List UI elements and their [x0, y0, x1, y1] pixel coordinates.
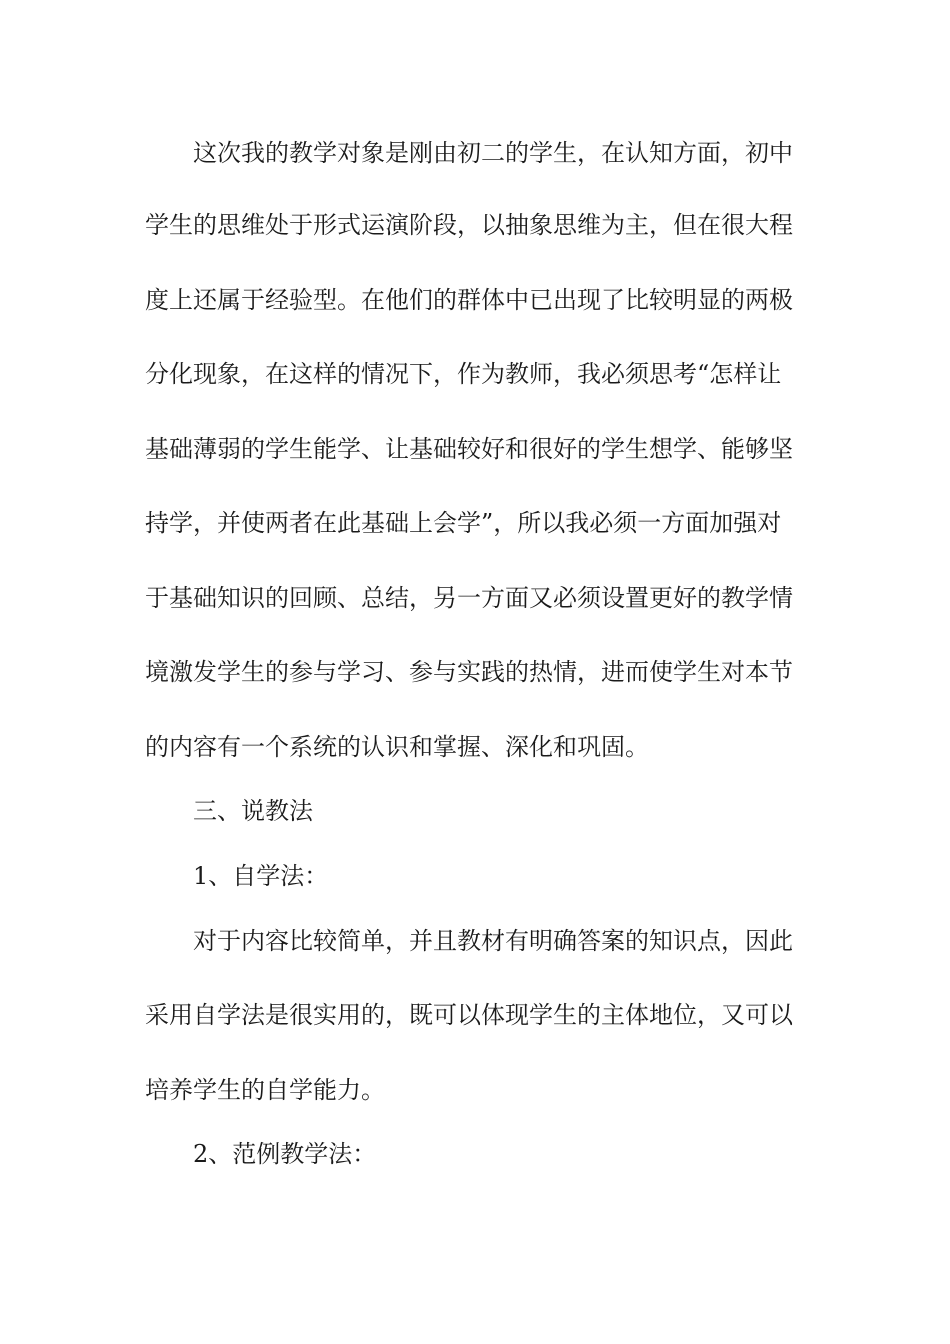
method-heading-example-teaching: 2、范例教学法： [193, 1140, 377, 1168]
paragraph-1-line-3: 度上还属于经验型。在他们的群体中已出现了比较明显的两极 [145, 286, 793, 314]
paragraph-1-line-1: 这次我的教学对象是刚由初二的学生，在认知方面，初中 [193, 139, 793, 167]
paragraph-1-line-7: 于基础知识的回顾、总结，另一方面又必须设置更好的教学情 [145, 584, 793, 612]
paragraph-1-line-8: 境激发学生的参与学习、参与实践的热情，进而使学生对本节 [145, 658, 793, 686]
section-heading-teaching-methods: 三、说教法 [193, 797, 313, 825]
paragraph-1-line-4: 分化现象，在这样的情况下，作为教师，我必须思考“怎样让 [145, 360, 782, 388]
paragraph-1-line-6: 持学，并使两者在此基础上会学”，所以我必须一方面加强对 [145, 509, 782, 537]
paragraph-1-line-2: 学生的思维处于形式运演阶段，以抽象思维为主，但在很大程 [145, 211, 793, 239]
method-heading-self-study: 1、自学法： [193, 862, 329, 890]
paragraph-2-line-2: 采用自学法是很实用的，既可以体现学生的主体地位，又可以 [145, 1001, 793, 1029]
paragraph-2-line-3: 培养学生的自学能力。 [145, 1076, 385, 1104]
paragraph-1-line-9: 的内容有一个系统的认识和掌握、深化和巩固。 [145, 733, 649, 761]
paragraph-2-line-1: 对于内容比较简单，并且教材有明确答案的知识点，因此 [193, 927, 793, 955]
paragraph-1-line-5: 基础薄弱的学生能学、让基础较好和很好的学生想学、能够坚 [145, 435, 793, 463]
